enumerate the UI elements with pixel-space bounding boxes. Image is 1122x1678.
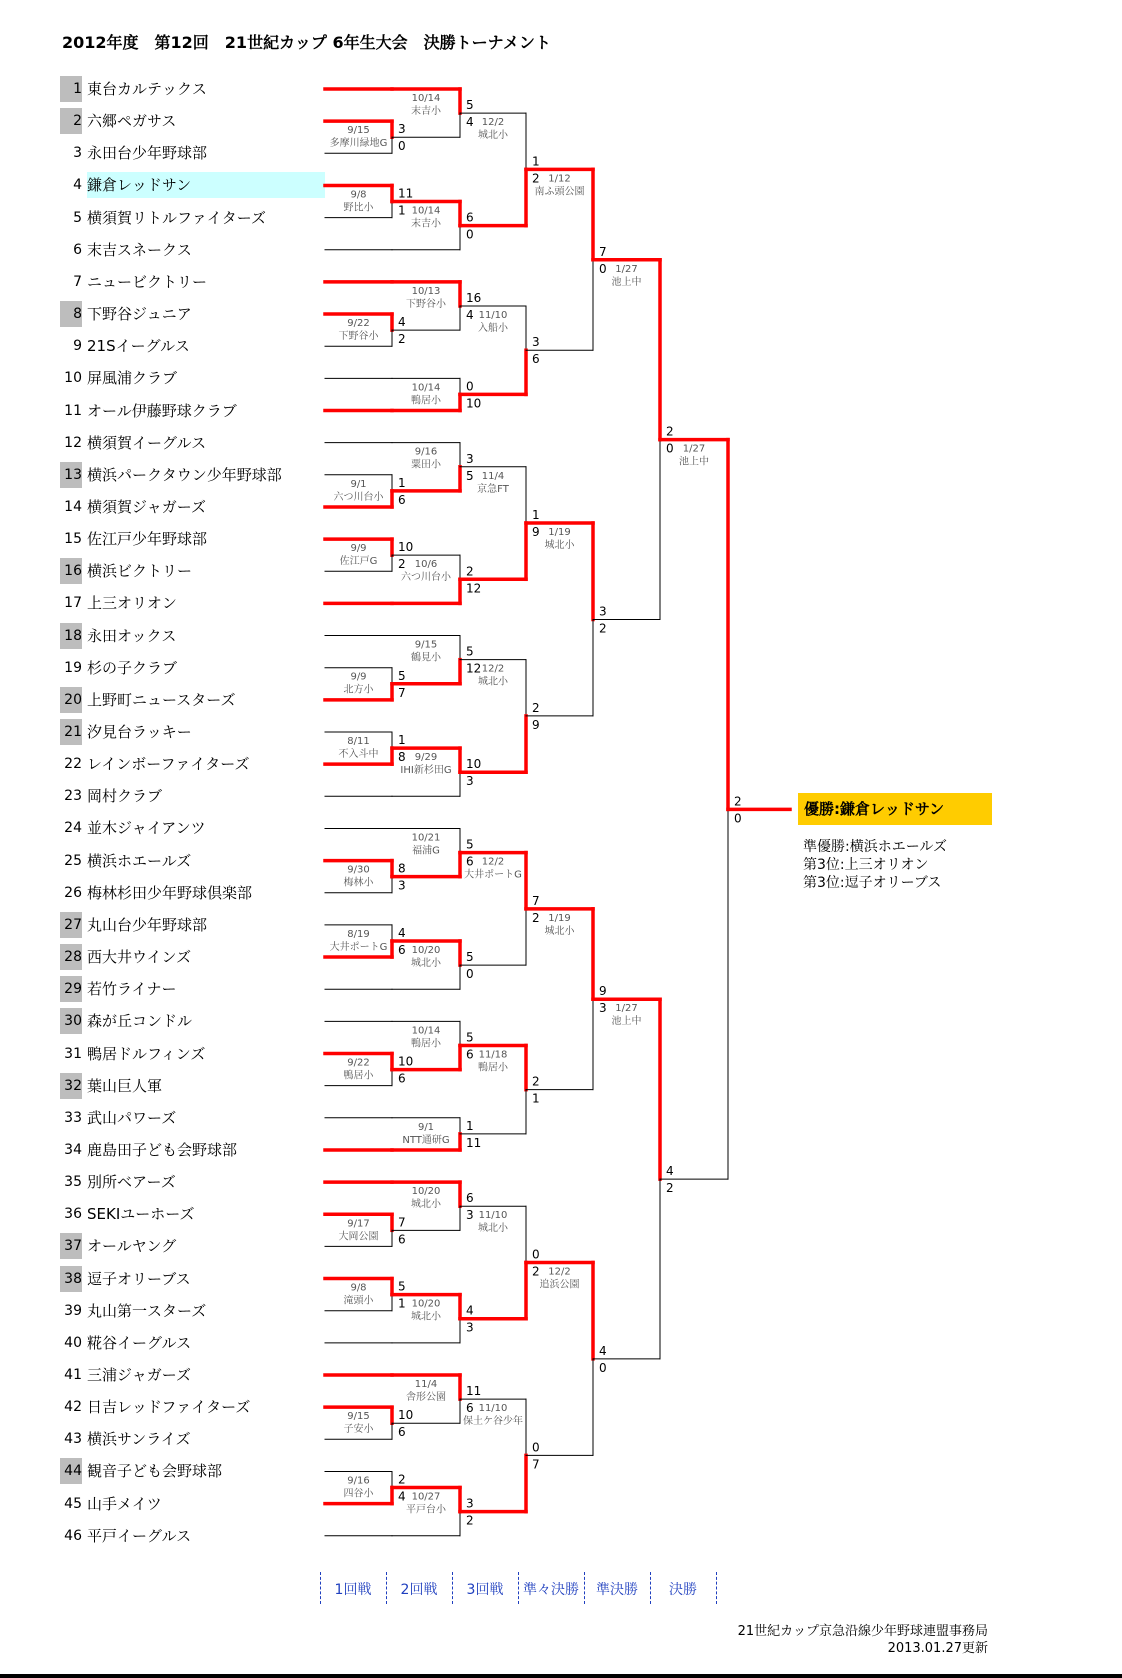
- team-name: 杉の子クラブ: [87, 658, 178, 677]
- score-top: 4: [666, 1164, 674, 1179]
- round-divider: [452, 1572, 453, 1604]
- match-date: 9/16: [414, 446, 438, 458]
- match-date: 9/16: [347, 1475, 370, 1487]
- round-divider: [518, 1572, 519, 1604]
- team-number: 22: [64, 756, 82, 773]
- match-date: 10/13: [411, 285, 441, 297]
- team-name: 下野谷ジュニア: [87, 305, 192, 324]
- team-name: 日吉レッドファイターズ: [87, 1398, 251, 1417]
- match-venue: 多摩川緑地G: [329, 138, 388, 150]
- match-date: 10/20: [411, 944, 441, 956]
- team-number: 45: [64, 1495, 82, 1512]
- score-bottom: 2: [532, 1264, 540, 1279]
- match-date: 9/1: [350, 478, 367, 490]
- match-venue: 北方小: [343, 684, 374, 696]
- team-number: 35: [64, 1174, 82, 1191]
- team-number: 36: [64, 1206, 82, 1223]
- team-number: 7: [73, 273, 82, 290]
- team-name: 横須賀ジャガーズ: [87, 497, 206, 516]
- score-bottom: 2: [666, 1181, 674, 1196]
- team-name: 佐江戸少年野球部: [87, 530, 208, 549]
- score-top: 7: [398, 1215, 406, 1230]
- round-divider: [716, 1572, 717, 1604]
- match-date: 1/27: [682, 443, 706, 455]
- team-name: 六郷ペガサス: [87, 112, 177, 131]
- match-venue: 保土ケ谷少年: [463, 1416, 523, 1428]
- score-top: 4: [466, 1303, 474, 1318]
- match-venue: 大岡公園: [338, 1231, 379, 1243]
- match-venue: 鴨居小: [478, 1062, 508, 1074]
- team-number: 28: [60, 944, 82, 970]
- score-bottom: 3: [398, 878, 406, 893]
- score-bottom: 2: [532, 910, 540, 925]
- score-top: 10: [398, 1408, 414, 1423]
- match-venue: 南ふ頭公園: [534, 186, 585, 198]
- match-venue: 下野谷小: [338, 331, 379, 343]
- match-date: 11/4: [414, 1379, 438, 1390]
- team-number: 14: [64, 498, 82, 515]
- score-top: 16: [466, 291, 482, 306]
- team-number: 39: [64, 1302, 82, 1319]
- match-date: 1/27: [615, 263, 638, 275]
- team-number: 34: [64, 1141, 82, 1158]
- team-number: 41: [64, 1367, 82, 1383]
- team-number: 38: [60, 1266, 82, 1292]
- team-name: 三浦ジャガーズ: [87, 1366, 191, 1384]
- team-number: 17: [64, 595, 82, 612]
- match-venue: 鴨居小: [411, 1038, 441, 1050]
- team-number: 43: [64, 1431, 82, 1448]
- match-venue: 城北小: [411, 957, 441, 969]
- round-label: 1回戦: [334, 1582, 372, 1598]
- team-number: 30: [60, 1008, 82, 1034]
- score-top: 1: [532, 154, 540, 169]
- score-top: 3: [466, 1496, 474, 1511]
- score-bottom: 6: [398, 492, 406, 507]
- team-name: ニュービクトリー: [87, 272, 208, 291]
- match-date: 9/15: [414, 639, 438, 651]
- team-number: 15: [64, 531, 82, 548]
- match-venue: 城北小: [544, 540, 575, 552]
- team-number: 11: [64, 402, 82, 419]
- match-venue: 下野谷小: [406, 298, 446, 310]
- team-number: 18: [60, 623, 82, 649]
- match-date: 8/11: [347, 736, 370, 747]
- score-bottom: 0: [466, 967, 474, 982]
- score-top: 6: [466, 1191, 474, 1206]
- team-name: 横須賀リトルファイターズ: [87, 208, 266, 227]
- team-name: 武山パワーズ: [87, 1108, 177, 1127]
- match-venue: 池上中: [611, 1016, 642, 1028]
- team-name: SEKIユーホーズ: [87, 1205, 195, 1224]
- team-number: 9: [73, 338, 82, 355]
- score-top: 5: [466, 644, 474, 659]
- match-venue: 六つ川台小: [401, 572, 451, 584]
- team-name: 若竹ライナー: [87, 980, 177, 999]
- match-venue: NTT通研G: [402, 1134, 450, 1146]
- match-venue: 城北小: [478, 130, 508, 142]
- match-venue: 不入斗中: [338, 749, 379, 760]
- score-bottom: 1: [398, 1296, 406, 1311]
- team-name: 葉山巨人軍: [87, 1076, 163, 1095]
- score-top: 2: [466, 564, 474, 579]
- score-top: 7: [532, 893, 540, 908]
- champion-box: [798, 793, 992, 825]
- result-runner-up: 準優勝:横浜ホエールズ: [803, 839, 948, 855]
- team-number: 19: [64, 659, 82, 676]
- team-name: 鎌倉レッドサン: [87, 172, 325, 198]
- score-top: 2: [666, 424, 674, 439]
- team-name: 屏風浦クラブ: [87, 369, 178, 388]
- score-bottom: 3: [466, 774, 474, 789]
- score-bottom: 0: [666, 441, 674, 456]
- score-bottom: 12: [466, 661, 482, 676]
- score-bottom: 0: [466, 227, 474, 242]
- team-name: 永田オックス: [87, 626, 177, 645]
- score-top: 2: [734, 794, 742, 809]
- match-venue: 鴨居小: [411, 395, 441, 407]
- score-top: 1: [532, 508, 540, 523]
- round-divider: [650, 1572, 651, 1604]
- score-bottom: 4: [466, 308, 474, 323]
- score-bottom: 10: [466, 396, 482, 411]
- team-number: 12: [64, 434, 82, 451]
- match-venue: 福浦G: [412, 845, 440, 857]
- team-name: 横浜ホエールズ: [87, 851, 192, 870]
- score-top: 1: [398, 733, 406, 748]
- match-date: 1/27: [615, 1003, 638, 1015]
- team-number: 27: [60, 912, 82, 938]
- score-top: 5: [398, 668, 406, 683]
- score-top: 1: [398, 475, 406, 490]
- score-bottom: 0: [734, 811, 742, 826]
- match-date: 9/8: [350, 189, 367, 201]
- team-name: 永田台少年野球部: [87, 144, 208, 163]
- team-number: 44: [60, 1458, 82, 1484]
- score-top: 0: [532, 1247, 540, 1262]
- match-date: 10/14: [411, 93, 441, 104]
- team-number: 5: [73, 209, 82, 226]
- team-number: 13: [60, 462, 82, 488]
- match-venue: 梅林小: [343, 877, 374, 889]
- score-top: 6: [466, 210, 474, 225]
- match-date: 11/18: [478, 1049, 508, 1061]
- match-venue: 入船小: [478, 323, 508, 335]
- team-number: 25: [64, 852, 82, 869]
- score-bottom: 2: [398, 332, 406, 347]
- team-name: 丸山台少年野球部: [87, 915, 208, 934]
- match-venue: 城北小: [478, 676, 508, 688]
- team-name: 逗子オリーブス: [87, 1269, 191, 1288]
- match-date: 11/10: [478, 1210, 508, 1222]
- team-name: 岡村クラブ: [87, 787, 163, 806]
- match-date: 10/14: [411, 1025, 441, 1037]
- bottom-rule: [0, 1674, 1122, 1678]
- score-bottom: 9: [532, 717, 540, 732]
- team-number: 31: [64, 1045, 82, 1062]
- score-top: 5: [466, 98, 474, 113]
- team-number: 8: [60, 301, 82, 327]
- score-top: 4: [599, 1343, 607, 1358]
- match-venue: 末吉小: [411, 218, 441, 230]
- team-name: 横須賀イーグルス: [87, 433, 207, 452]
- score-top: 10: [398, 540, 414, 555]
- team-name: 上三オリオン: [87, 594, 177, 613]
- match-date: 8/19: [347, 928, 370, 940]
- score-bottom: 3: [466, 1208, 474, 1223]
- match-date: 1/19: [548, 912, 571, 924]
- page-title: 2012年度 第12回 21世紀カップ 6年生大会 決勝トーナメント: [62, 33, 551, 52]
- score-top: 2: [398, 1472, 406, 1487]
- score-top: 9: [599, 984, 607, 999]
- score-bottom: 3: [466, 1320, 474, 1335]
- score-bottom: 2: [599, 621, 607, 636]
- match-date: 9/9: [350, 671, 367, 683]
- score-bottom: 9: [532, 525, 540, 540]
- match-venue: 粟田小: [411, 459, 441, 471]
- score-bottom: 6: [398, 1425, 406, 1440]
- footer-org: 21世紀カップ京急沿線少年野球連盟事務局: [737, 1624, 988, 1639]
- team-number: 10: [64, 370, 82, 387]
- score-top: 5: [466, 837, 474, 852]
- match-date: 11/10: [478, 310, 508, 322]
- team-name: 鴨居ドルフィンズ: [87, 1044, 206, 1063]
- team-name: 丸山第一スターズ: [87, 1301, 207, 1320]
- round-label: 2回戦: [400, 1582, 438, 1598]
- team-name: 平戸イーグルス: [87, 1526, 192, 1545]
- round-divider: [386, 1572, 387, 1604]
- match-venue: 野比小: [343, 202, 374, 214]
- score-bottom: 8: [398, 750, 406, 765]
- score-bottom: 4: [466, 115, 474, 130]
- match-date: 1/19: [548, 527, 571, 539]
- score-bottom: 0: [599, 1360, 607, 1375]
- score-bottom: 2: [398, 557, 406, 572]
- team-name: 21Sイーグルス: [87, 337, 190, 356]
- match-venue: 舎形公園: [406, 1392, 446, 1403]
- score-top: 3: [532, 335, 540, 350]
- team-number: 21: [60, 719, 82, 745]
- score-bottom: 1: [398, 203, 406, 218]
- team-name: 上野町ニュースターズ: [87, 690, 236, 709]
- score-top: 7: [599, 244, 607, 259]
- team-number: 46: [64, 1527, 82, 1544]
- match-date: 9/22: [347, 1057, 370, 1069]
- match-venue: 京急FT: [477, 483, 509, 495]
- match-venue: 佐江戸G: [339, 556, 378, 568]
- champion-sep: :: [834, 800, 841, 818]
- team-name: 鹿島田子ども会野球部: [87, 1140, 238, 1159]
- score-top: 8: [398, 861, 406, 876]
- team-name: 西大井ウインズ: [87, 948, 192, 967]
- match-date: 9/29: [414, 752, 438, 764]
- match-date: 12/2: [481, 117, 505, 129]
- footer-updated: 2013.01.27更新: [887, 1641, 988, 1656]
- match-date: 1/12: [548, 173, 571, 185]
- match-date: 10/21: [411, 832, 441, 844]
- score-bottom: 6: [466, 854, 474, 869]
- team-name: 別所ベアーズ: [87, 1173, 176, 1192]
- score-bottom: 6: [532, 352, 540, 367]
- match-date: 9/1: [417, 1121, 435, 1133]
- team-number: 40: [64, 1334, 82, 1351]
- score-top: 10: [466, 757, 482, 772]
- match-date: 9/22: [347, 318, 370, 330]
- score-bottom: 1: [532, 1091, 540, 1106]
- match-venue: 子安小: [343, 1424, 374, 1436]
- score-top: 11: [398, 186, 414, 201]
- match-date: 10/6: [414, 559, 438, 571]
- score-bottom: 3: [599, 1001, 607, 1016]
- score-top: 5: [398, 1279, 406, 1294]
- match-venue: IHI新杉田G: [400, 765, 452, 777]
- match-date: 9/9: [350, 543, 367, 555]
- result-third-2: 第3位:逗子オリーブス: [803, 875, 942, 891]
- team-number: 32: [60, 1073, 82, 1099]
- match-date: 10/14: [411, 205, 441, 217]
- team-number: 26: [64, 884, 82, 901]
- team-name: オール伊藤野球クラブ: [87, 401, 237, 420]
- footer: [738, 1623, 988, 1657]
- team-name: 横浜サンライズ: [87, 1430, 191, 1449]
- match-venue: 大井ポートG: [464, 869, 522, 881]
- match-venue: 城北小: [411, 1199, 441, 1211]
- match-venue: 六つ川台小: [333, 491, 384, 503]
- match-venue: 追浜公園: [539, 1279, 580, 1291]
- round-label: 3回戦: [466, 1582, 504, 1598]
- match-venue: 四谷小: [343, 1488, 374, 1500]
- score-top: 5: [466, 950, 474, 965]
- match-venue: 鶴見小: [411, 652, 441, 664]
- match-venue: 池上中: [611, 276, 642, 288]
- match-venue: 城北小: [411, 1311, 441, 1323]
- champion-label: 優勝: [804, 800, 835, 818]
- score-bottom: 11: [466, 1135, 482, 1150]
- match-date: 9/15: [347, 1411, 370, 1423]
- team-name: 森が丘コンドル: [87, 1012, 193, 1031]
- round-label: 準決勝: [596, 1582, 638, 1598]
- team-number: 16: [60, 558, 82, 584]
- score-bottom: 7: [398, 685, 406, 700]
- match-date: 10/20: [411, 1298, 441, 1310]
- match-date: 11/10: [478, 1403, 508, 1415]
- match-venue: 池上中: [679, 456, 709, 468]
- score-bottom: 6: [398, 1071, 406, 1086]
- score-bottom: 4: [398, 1489, 406, 1504]
- team-name: 梅林杉田少年野球倶楽部: [87, 883, 253, 902]
- team-number: 2: [60, 108, 82, 134]
- score-top: 4: [398, 315, 406, 330]
- team-number: 37: [60, 1233, 82, 1259]
- score-bottom: 6: [466, 1401, 474, 1416]
- match-date: 9/15: [347, 125, 370, 137]
- results-list: [803, 838, 947, 892]
- match-date: 9/8: [350, 1282, 367, 1294]
- team-name: オールヤング: [87, 1237, 177, 1256]
- score-bottom: 0: [398, 139, 406, 154]
- team-name: 汐見台ラッキー: [87, 723, 192, 741]
- score-top: 11: [466, 1384, 482, 1399]
- score-top: 4: [398, 925, 406, 940]
- team-number: 4: [73, 177, 82, 194]
- score-bottom: 6: [398, 1232, 406, 1247]
- match-date: 12/2: [548, 1266, 571, 1278]
- score-top: 3: [599, 604, 607, 619]
- team-number: 24: [64, 820, 82, 837]
- team-name: 横浜パークタウン少年野球部: [87, 465, 282, 484]
- team-name: 糀谷イーグルス: [87, 1333, 192, 1352]
- score-bottom: 12: [466, 581, 482, 596]
- match-date: 12/2: [481, 856, 505, 868]
- match-date: 12/2: [481, 663, 505, 675]
- match-venue: 末吉小: [411, 106, 441, 117]
- score-top: 2: [532, 700, 540, 715]
- match-date: 11/4: [481, 470, 505, 482]
- team-name: 山手メイツ: [87, 1494, 162, 1513]
- score-bottom: 2: [466, 1513, 474, 1528]
- round-labels: [320, 1572, 730, 1604]
- team-name: レインボーファイターズ: [87, 755, 250, 774]
- result-third-1: 第3位:上三オリオン: [803, 857, 929, 873]
- score-top: 3: [398, 122, 406, 137]
- round-label: 決勝: [669, 1582, 697, 1598]
- team-name: 横浜ビクトリー: [87, 562, 193, 581]
- score-top: 0: [532, 1440, 540, 1455]
- score-top: 10: [398, 1054, 414, 1069]
- score-top: 3: [466, 451, 474, 466]
- score-top: 1: [466, 1118, 474, 1133]
- score-bottom: 6: [398, 942, 406, 957]
- team-number: 33: [64, 1109, 82, 1126]
- score-bottom: 5: [466, 468, 474, 483]
- match-date: 10/20: [411, 1186, 441, 1198]
- team-name: 並木ジャイアンツ: [87, 819, 206, 838]
- match-venue: 城北小: [478, 1223, 508, 1235]
- match-date: 9/17: [347, 1218, 370, 1230]
- team-number: 1: [60, 76, 82, 102]
- round-label: 準々決勝: [523, 1582, 579, 1598]
- team-number: 29: [60, 976, 82, 1002]
- match-venue: 平戸台小: [406, 1504, 446, 1516]
- team-number: 20: [60, 687, 82, 713]
- team-name: 観音子ども会野球部: [87, 1462, 223, 1481]
- match-venue: 鴨居小: [343, 1070, 374, 1082]
- round-divider: [320, 1572, 321, 1604]
- score-bottom: 6: [466, 1047, 474, 1062]
- score-top: 0: [466, 379, 474, 394]
- score-bottom: 2: [532, 171, 540, 186]
- champion-name: 鎌倉レッドサン: [840, 800, 945, 818]
- score-top: 2: [532, 1074, 540, 1089]
- match-date: 10/14: [411, 382, 441, 394]
- team-name: 東台カルテックス: [87, 80, 207, 98]
- match-date: 10/27: [411, 1491, 441, 1503]
- team-number: 3: [73, 145, 82, 162]
- match-venue: 大井ポートG: [329, 941, 388, 953]
- score-top: 5: [466, 1030, 474, 1045]
- team-name: 末吉スネークス: [87, 240, 192, 259]
- score-bottom: 0: [599, 261, 607, 276]
- team-number: 6: [73, 241, 82, 258]
- team-number: 42: [64, 1399, 82, 1416]
- team-number: 23: [64, 788, 82, 805]
- match-date: 9/30: [347, 864, 370, 876]
- match-venue: 城北小: [544, 925, 575, 937]
- score-bottom: 7: [532, 1457, 540, 1472]
- round-divider: [584, 1572, 585, 1604]
- match-venue: 滝頭小: [343, 1295, 374, 1307]
